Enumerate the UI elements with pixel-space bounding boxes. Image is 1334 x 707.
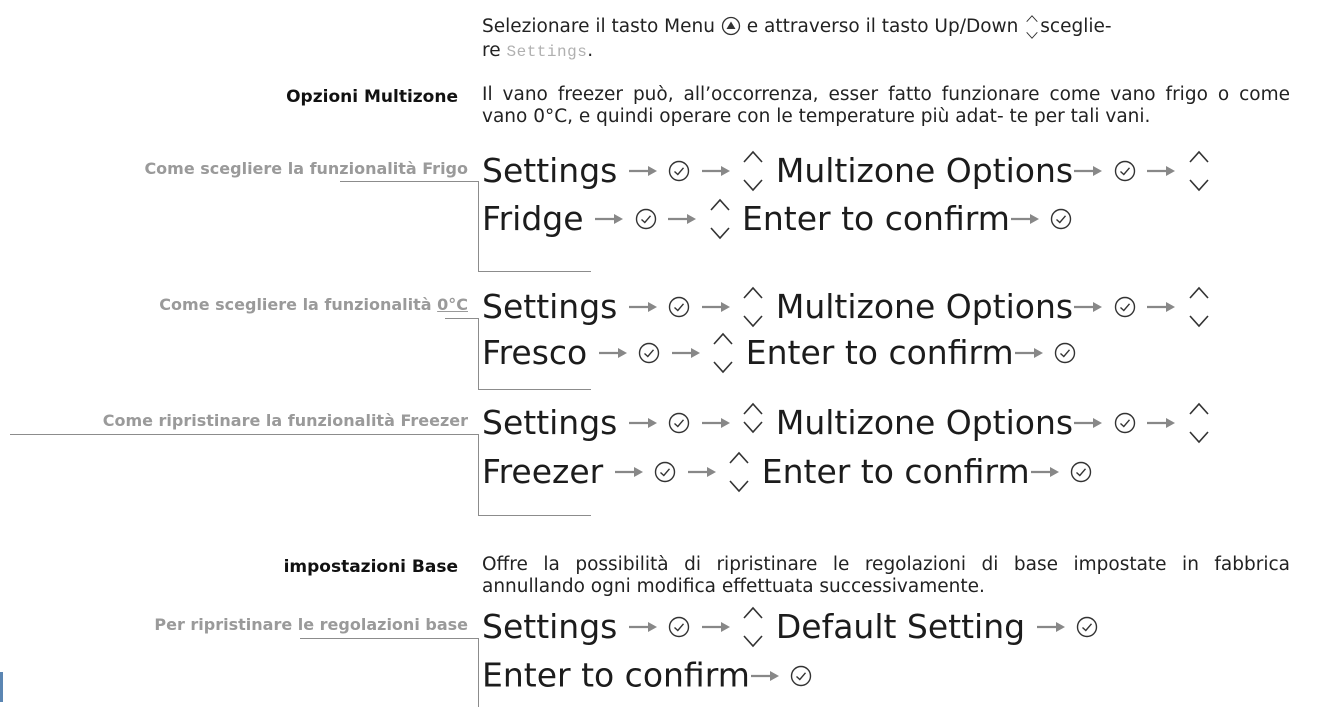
multizone-heading: Opzioni Multizone [286, 87, 458, 107]
up-down-chevron-icon [1187, 149, 1211, 193]
right-arrow-icon [614, 464, 644, 480]
up-down-chevron-icon [741, 605, 765, 649]
intro-text-3: sceglie- [1040, 16, 1112, 37]
step-enter-to-confirm: Enter to confirm [745, 333, 1014, 372]
check-circle-icon [1076, 616, 1098, 638]
check-circle-icon [668, 160, 690, 182]
procedure-bracket [478, 638, 479, 707]
up-down-chevron-icon [1187, 285, 1211, 329]
base-heading: impostazioni Base [283, 557, 458, 577]
right-arrow-icon [598, 345, 628, 361]
up-down-chevron-icon [1024, 14, 1040, 40]
step-freezer: Freezer [482, 452, 604, 491]
right-arrow-icon [1014, 345, 1044, 361]
label-underline [340, 181, 478, 182]
right-arrow-icon [687, 464, 717, 480]
check-circle-icon [654, 461, 676, 483]
procedure-2-line-2 [482, 331, 1076, 375]
check-circle-icon [1114, 160, 1136, 182]
right-arrow-icon [628, 299, 658, 315]
step-settings: Settings [482, 151, 618, 190]
label-underline [300, 638, 478, 639]
lcd-settings-word: Settings [506, 43, 588, 61]
procedure-label-base: Per ripristinare le regolazioni base [154, 615, 468, 634]
base-line-1 [482, 605, 1098, 649]
up-down-chevron-icon [708, 197, 732, 241]
right-arrow-icon [701, 619, 731, 635]
check-circle-icon [668, 296, 690, 318]
step-default-setting: Default Setting [775, 607, 1026, 646]
right-arrow-icon [1073, 299, 1103, 315]
right-arrow-icon [1146, 163, 1176, 179]
right-arrow-icon [1073, 415, 1103, 431]
right-arrow-icon [667, 211, 697, 227]
step-multizone-options: Multizone Options [775, 287, 1074, 326]
procedure-label-0c-text: Come scegliere la funzionalità [159, 295, 438, 314]
procedure-label-0c-temp: 0°C [437, 295, 468, 314]
check-circle-icon [668, 412, 690, 434]
intro-paragraph [482, 14, 1290, 63]
right-arrow-icon [1146, 299, 1176, 315]
menu-button-icon [721, 16, 741, 36]
procedure-label-0c [159, 295, 468, 314]
procedure-3-line-1 [482, 401, 1211, 445]
right-arrow-icon [750, 668, 780, 684]
procedure-3-line-2 [482, 450, 1092, 494]
right-arrow-icon [1010, 211, 1040, 227]
step-enter-to-confirm: Enter to confirm [761, 452, 1030, 491]
check-circle-icon [1114, 296, 1136, 318]
check-circle-icon [638, 342, 660, 364]
right-arrow-icon [671, 345, 701, 361]
intro-text-4: re [482, 40, 501, 61]
right-arrow-icon [701, 299, 731, 315]
right-arrow-icon [628, 415, 658, 431]
up-down-chevron-icon [727, 450, 751, 494]
label-underline [10, 434, 478, 435]
step-fridge: Fridge [482, 199, 584, 238]
step-multizone-options: Multizone Options [775, 403, 1074, 442]
right-arrow-icon [1073, 163, 1103, 179]
procedure-1-line-1 [482, 149, 1211, 193]
check-circle-icon [1114, 412, 1136, 434]
right-arrow-icon [628, 163, 658, 179]
intro-period: . [587, 40, 594, 61]
step-fresco: Fresco [482, 333, 588, 372]
up-down-chevron-icon [741, 149, 765, 193]
step-enter-to-confirm: Enter to confirm [742, 199, 1010, 238]
up-down-chevron-icon [1187, 401, 1211, 445]
check-circle-icon [1070, 461, 1092, 483]
check-circle-icon [1050, 208, 1072, 230]
procedure-2-line-1 [482, 285, 1211, 329]
right-arrow-icon [628, 619, 658, 635]
base-line-2 [482, 654, 812, 696]
step-enter-to-confirm: Enter to confirm [482, 655, 750, 695]
right-arrow-icon [701, 163, 731, 179]
base-description: Offre la possibilità di ripristinare le regolazioni di base impostate in fabbrica annullando ogni modifica effettuata successivamente. [482, 554, 1290, 597]
up-down-chevron-icon [741, 401, 765, 445]
right-arrow-icon [594, 211, 624, 227]
intro-text-2: e attraverso il tasto Up/Down [746, 16, 1019, 37]
right-arrow-icon [1036, 619, 1066, 635]
check-circle-icon [635, 208, 657, 230]
accent-bar [0, 672, 3, 702]
step-settings: Settings [482, 287, 618, 326]
intro-text: Selezionare il tasto Menu [482, 16, 715, 37]
check-circle-icon [668, 616, 690, 638]
check-circle-icon [1054, 342, 1076, 364]
up-down-chevron-icon [741, 285, 765, 329]
right-arrow-icon [1030, 464, 1060, 480]
procedure-label-frigo: Come scegliere la funzionalità Frigo [144, 159, 468, 178]
procedure-label-freezer: Come ripristinare la funzionalità Freezer [102, 411, 468, 430]
step-settings: Settings [482, 607, 618, 646]
up-down-chevron-icon [711, 331, 735, 375]
step-settings: Settings [482, 403, 618, 442]
procedure-1-line-2 [482, 197, 1072, 241]
label-underline [445, 318, 478, 319]
check-circle-icon [790, 665, 812, 687]
right-arrow-icon [1146, 415, 1176, 431]
multizone-description: Il vano freezer può, all’occorrenza, esser fatto funzionare come vano frigo o come vano 0°C, e quindi operare con le temperature più adat- te per tali vani. [482, 84, 1290, 127]
right-arrow-icon [701, 415, 731, 431]
step-multizone-options: Multizone Options [775, 151, 1074, 190]
